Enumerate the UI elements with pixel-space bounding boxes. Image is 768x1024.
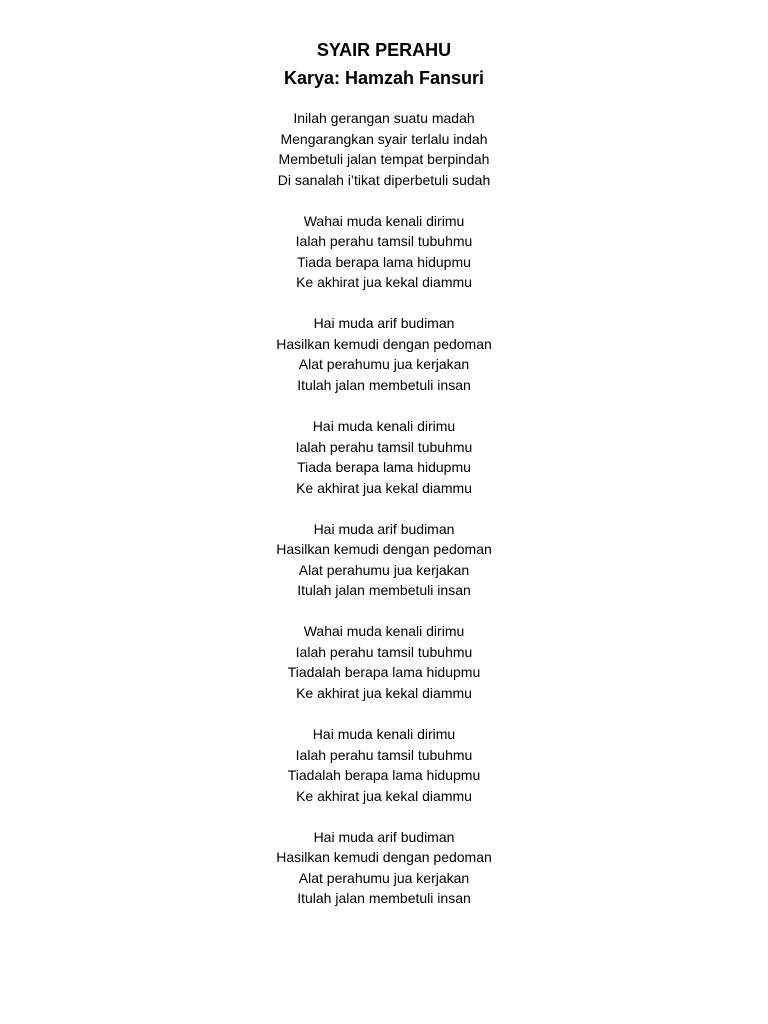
- verse-line: Itulah jalan membetuli insan: [297, 582, 471, 599]
- verse-line: Hai muda kenali dirimu: [312, 726, 456, 743]
- author-line: Karya: Hamzah Fansuri: [283, 68, 485, 88]
- stanza: [0, 211, 768, 293]
- verse-line: Hasilkan kemudi dengan pedoman: [276, 541, 492, 558]
- verse-line: Wahai muda kenali dirimu: [303, 212, 465, 229]
- stanza: [0, 313, 768, 395]
- stanza: [0, 724, 768, 806]
- verse-line: Ke akhirat jua kekal diammu: [296, 479, 472, 496]
- verse-line: Ialah perahu tamsil tubuhmu: [295, 746, 473, 763]
- verse-line: Hasilkan kemudi dengan pedoman: [276, 335, 492, 352]
- verse-line: Hai muda kenali dirimu: [312, 418, 456, 435]
- verse-line: Ialah perahu tamsil tubuhmu: [295, 643, 473, 660]
- verse-line: Ialah perahu tamsil tubuhmu: [295, 438, 473, 455]
- verse-line: Itulah jalan membetuli insan: [297, 376, 471, 393]
- stanza: [0, 827, 768, 909]
- verse-line: Membetuli jalan tempat berpindah: [278, 151, 490, 167]
- title-block: [0, 36, 768, 92]
- verse-line: Tiada berapa lama hidupmu: [297, 459, 471, 476]
- verse-line: Alat perahumu jua kerjakan: [298, 356, 470, 373]
- stanza: [0, 621, 768, 703]
- verse-line: Di sanalah i’tikat diperbetuli sudah: [277, 171, 491, 188]
- verse-line: Inilah gerangan suatu madah: [293, 110, 475, 126]
- verse-line: Hai muda arif budiman: [313, 828, 455, 845]
- verse-line: Hai muda arif budiman: [313, 520, 455, 537]
- verse-line: Ke akhirat jua kekal diammu: [296, 684, 472, 701]
- stanza: [0, 519, 768, 601]
- verse-line: Wahai muda kenali dirimu: [303, 623, 465, 640]
- verse-line: Itulah jalan membetuli insan: [297, 890, 471, 907]
- verse-line: Tiadalah berapa lama hidupmu: [287, 767, 481, 784]
- verse-line: Alat perahumu jua kerjakan: [298, 561, 470, 578]
- verse-line: Ialah perahu tamsil tubuhmu: [295, 233, 473, 250]
- verse-line: Tiadalah berapa lama hidupmu: [287, 664, 481, 681]
- verse-line: Hai muda arif budiman: [313, 315, 455, 332]
- verse-line: Ke akhirat jua kekal diammu: [296, 787, 472, 804]
- verse-line: Hasilkan kemudi dengan pedoman: [276, 849, 492, 866]
- verse-line: Tiada berapa lama hidupmu: [297, 253, 471, 270]
- stanza: [0, 108, 768, 190]
- verse-line: Ke akhirat jua kekal diammu: [296, 274, 472, 291]
- verse-line: Mengarangkan syair terlalu indah: [280, 130, 488, 147]
- poem-body: [0, 108, 768, 930]
- stanza: [0, 416, 768, 498]
- verse-line: Alat perahumu jua kerjakan: [298, 869, 470, 886]
- poem-title: SYAIR PERAHU: [316, 40, 452, 60]
